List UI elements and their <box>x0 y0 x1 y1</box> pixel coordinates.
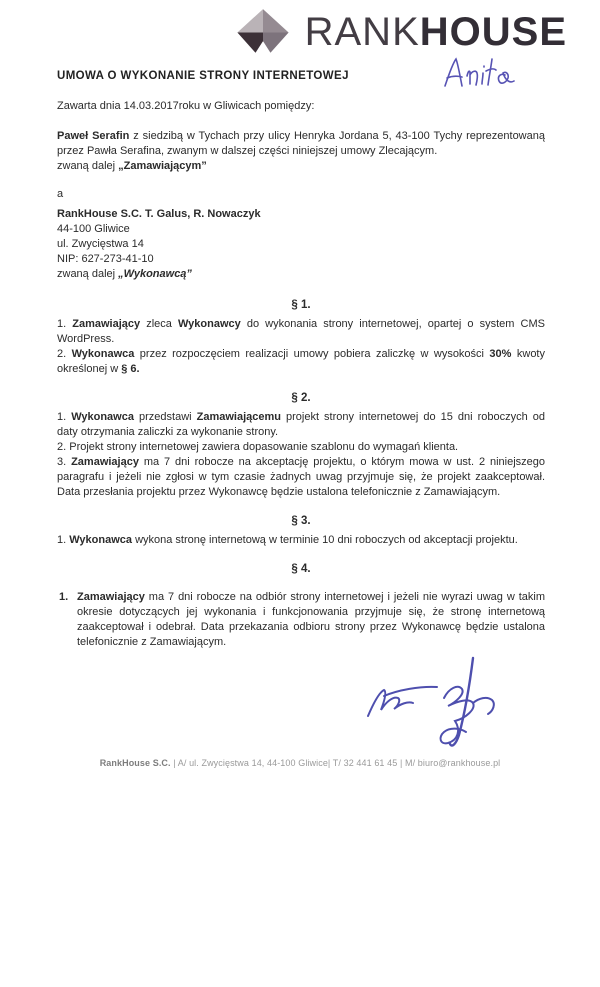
section-2-heading: § 2. <box>291 392 311 404</box>
document-title: UMOWA O WYKONANIE STRONY INTERNETOWEJ <box>57 70 349 82</box>
party2-city: 44-100 Gliwice <box>57 223 130 235</box>
rankhouse-diamond-icon <box>236 8 290 56</box>
section-1-heading: § 1. <box>291 299 311 311</box>
section-3-paragraph: 1. Wykonawca wykona stronę internetową w terminie 10 dni roboczych od akceptacji projektu. <box>57 534 518 546</box>
section-1-paragraph: 2. Wykonawca przez rozpoczęciem realizacji umowy pobiera zaliczkę w wysokości 30% kwoty określonej w § 6. <box>57 348 545 375</box>
section-2-paragraph: 2. Projekt strony internetowej zawiera dopasowanie szablonu do wymagań klienta. <box>57 441 459 453</box>
section-2-paragraph: 1. Wykonawca przedstawi Zamawiającemu projekt strony internetowej do 15 dni roboczych od daty otrzymania zaliczki za wykonanie strony. <box>57 411 545 438</box>
party2-nip: NIP: 627-273-41-10 <box>57 253 154 265</box>
party1-alias: zwaną dalej „Zamawiającym” <box>57 160 207 172</box>
section-2 <box>57 392 545 500</box>
handwritten-signature <box>340 640 525 765</box>
party2-block <box>57 207 545 282</box>
footer-company: RankHouse S.C. <box>99 758 171 768</box>
footer-details: | A/ ul. Zwycięstwa 14, 44-100 Gliwice| T/ 32 441 61 45 | M/ biuro@rankhouse.pl <box>170 758 501 768</box>
section-3 <box>57 515 545 548</box>
conjunction: a <box>57 188 64 200</box>
section-1 <box>57 299 545 377</box>
party1-description: Paweł Serafin z siedzibą w Tychach przy ulicy Henryka Jordana 5, 43-100 Tychy reprezentowaną przez Pawła Serafina, zwanym w dalszej części niniejszej umowy Zlecającym. <box>57 130 545 157</box>
logo-wordmark <box>305 12 567 52</box>
intro-line: Zawarta dnia 14.03.2017roku w Gliwicach pomiędzy: <box>57 100 315 112</box>
party2-alias: zwaną dalej „Wykonawcą” <box>57 268 192 280</box>
handwritten-name-annotation <box>425 50 535 96</box>
list-number: 1. <box>59 591 69 603</box>
party2-name: RankHouse S.C. T. Galus, R. Nowaczyk <box>57 208 261 220</box>
party2-street: ul. Zwycięstwa 14 <box>57 238 144 250</box>
section-1-paragraph: 1. Zamawiający zleca Wykonawcy do wykonania strony internetowej, opartej o system CMS WordPress. <box>57 318 545 345</box>
section-3-heading: § 3. <box>291 515 311 527</box>
logo-rank: RANK <box>304 10 420 54</box>
section-2-paragraph: 3. Zamawiający ma 7 dni robocze na akceptację projektu, o którym mowa w ust. 2 niniejszego paragrafu i jeżeli nie zgłosi w tym czasie żadnych uwag przyjmuje się, że projekt zaakceptował. Data przesłania projektu przez Wykonawcę będzie ustalona telefonicznie z Zamawiającym. <box>57 456 545 498</box>
footer-contact-line <box>0 758 600 768</box>
section-4-heading: § 4. <box>291 563 311 575</box>
section-4-paragraph: Zamawiający ma 7 dni robocze na odbiór strony internetowej i jeżeli nie wyrazi uwag w takim okresie dotyczących jej wykonania i funkcjonowania przyjmuje się, że stronę internetową zaakceptował i odebrał. Data przekazania odbioru strony przez Wykonawcę będzie ustalona telefonicznie z Zamawiającym. <box>77 591 545 648</box>
logo-house: HOUSE <box>419 10 567 54</box>
section-4 <box>57 563 545 650</box>
